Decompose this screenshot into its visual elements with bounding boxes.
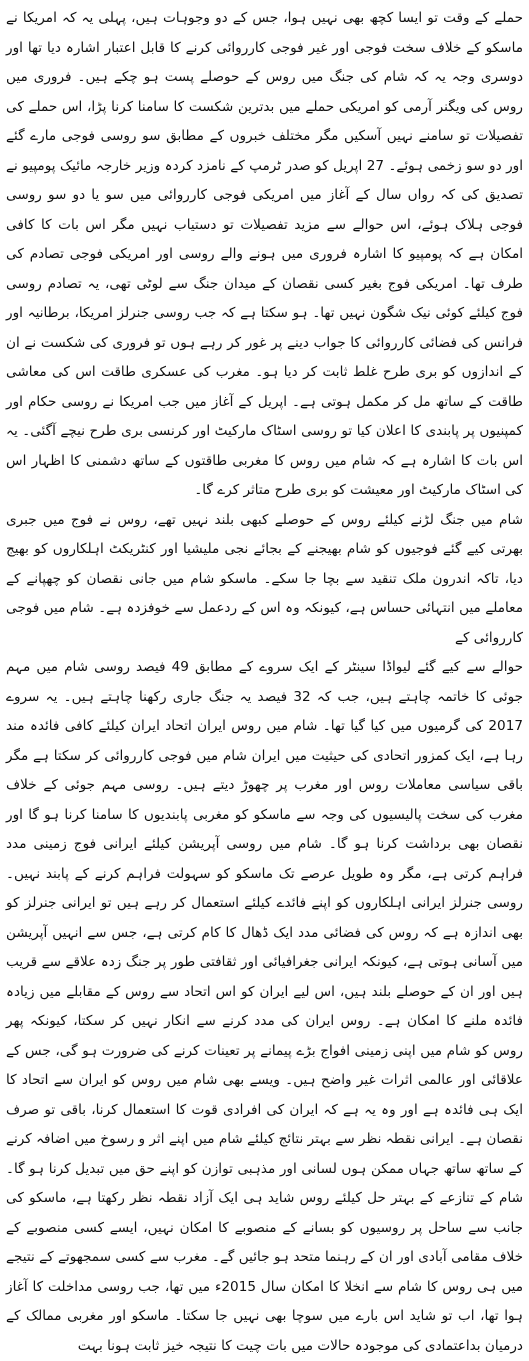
article-paragraph-3: حوالے سے کیے گئے لیواڈا سینٹر کے ایک سروے کے مطابق 49 فیصد روسی شام میں مہم جوئی کا خاتمہ چاہتے ہیں، جب کہ 32 فیصد یہ جنگ جاری رکھنا چاہتے ہیں۔ یہ سروے 2017 کی گرمیوں میں کیا گیا تھا۔ شام میں روس ایران اتحاد ایران کیلئے کافی فائدہ مند رہا ہے، ایک کمزور اتحادی کی حیثیت میں ایران شام میں فوجی کارروائی کر سکتا ہے مگر باقی سیاسی معاملات روس اور مغرب پر چھوڑ دیتے ہیں۔ روسی مہم جوئی کے خلاف مغرب کی سخت پالیسیوں کی وجہ سے ماسکو کو مغربی پابندیوں کا سامنا کرنا ہو گا اور نقصان بھی برداشت کرنا ہو گا۔ شام میں روسی آپریشن کیلئے ایرانی فوج زمینی مدد فراہم کرتی ہے، مگر وہ طویل عرصے تک ماسکو کو سہولت فراہم کرنے کے پابند نہیں۔ روسی جنرلز ایرانی اہلکاروں کو اپنے فائدے کیلئے استعمال کر رہے ہیں تو ایرانی جنرلز کو بھی اندازہ ہے کہ روس کی فضائی مدد ایک ڈھال کا کام کرتی ہے، جس سے انہیں آپریشن میں آسانی ہوتی ہے، کیونکہ ایرانی جغرافیائی اور ثقافتی طور پر جنگ زدہ علاقے سے قریب ہیں اور ان کے حوصلے بلند ہیں، اس لیے ایران کو اس اتحاد سے روس کے مقابلے میں زیادہ فائدہ ملنے کا امکان ہے۔ روس ایران کی مدد کرنے سے انکار نہیں کر سکتا، کیونکہ پھر روس کو شام میں اپنی زمینی افواج بڑے پیمانے پر تعینات کرنے کی ضرورت ہو گی، جس کے علاقائی اور عالمی اثرات غیر واضح ہیں۔ ویسے بھی شام میں روس کو ایران سے اتحاد کا ایک ہی فائدہ ہے اور وہ یہ ہے کہ ایران کی افرادی قوت کا استعمال کرنا، باقی تو صرف نقصان ہے۔ ایرانی نقطہ نظر سے بہتر نتائج کیلئے شام میں اپنے اثر و رسوخ میں اضافہ کرنے کے ساتھ ساتھ جہاں ممکن ہوں لسانی اور مذہبی توازن کو اپنے حق میں تبدیل کرنا ہو گا۔ شام کے تنازعے کے بہتر حل کیلئے روس شاید ہی ایک آزاد نقطہ نظر رکھتا ہے، ماسکو کی جانب سے ساحل پر روسیوں کو بسانے کے منصوبے کا امکان نہیں، ایسے کسی منصوبے کے خلاف مقامی آبادی اور ان کے رہنما متحد ہو جائیں گے۔ مغرب سے کسی سمجھوتے کے نتیجے میں ہی روس کا شام سے انخلا کا امکان سال 2015ء میں تھا، جب روسی مداخلت کا آغاز ہوا تھا، اب تو شاید اس بارے میں سوچا بھی نہیں جا سکتا۔ ماسکو اور مغربی ممالک کے درمیان بداعتمادی کی موجودہ حالات میں بات چیت کا نتیجہ خیز ثابت ہونا بہت [6,659,524,1354]
article-paragraph-1: حملے کے وقت تو ایسا کچھ بھی نہیں ہوا، جس کے دو وجوہات ہیں، پہلی یہ کہ امریکا نے ماسکو کے خلاف سخت فوجی اور غیر فوجی کارروائی کرنے کا قابل اعتبار اشارہ دیا تھا اور دوسری وجہ یہ کہ شام کی جنگ میں روس کے حوصلے پست ہو چکے ہیں۔ فروری میں روس کی ویگنر آرمی کو امریکی حملے میں بدترین شکست کا سامنا کرنا پڑا، اس حملے کی تفصیلات تو سامنے نہیں آسکیں مگر مختلف خبروں کے مطابق سو روسی فوجی مارے گئے اور دو سو زخمی ہوئے۔ 27 اپریل کو صدر ٹرمپ کے نامزد کردہ وزیر خارجہ مائیک پومپیو نے تصدیق کی کہ رواں سال کے آغاز میں امریکی فوجی کارروائی میں سو یا دو سو روسی فوجی ہلاک ہوئے، اس حوالے سے مزید تفصیلات تو دستیاب نہیں مگر اس بات کا کافی امکان ہے کہ پومپیو کا اشارہ فروری میں ہونے والے روسی اور امریکی فوجی تصادم کی طرف تھا۔ امریکی فوج بغیر کسی نقصان کے میدان جنگ سے لوٹی تھی، یہ تصادم روسی فوج کیلئے کوئی نیک شگون نہیں تھا۔ ہو سکتا ہے کہ جب روسی جنرلز امریکا، برطانیہ اور فرانس کی فضائی کارروائی کا جواب دینے پر غور کر رہے ہوں تو فروری کی شکست نے ان کے اندازوں کو بری طرح غلط ثابت کر دیا ہو۔ مغرب کی عسکری طاقت اس کی معاشی طاقت کے ساتھ مل کر مکمل ہوتی ہے۔ اپریل کے آغاز میں جب امریکا نے روسی حکام اور کمپنیوں پر پابندی کا اعلان کیا تو روسی اسٹاک مارکیٹ اور کرنسی بری طرح نیچے آگئی۔ یہ اس بات کا اشارہ ہے کہ شام میں روس کا مغربی طاقتوں کے ساتھ دشمنی کا اظہار اس کی اسٹاک مارکیٹ اور معیشت کو بری طرح متاثر کرے گا۔ [6,10,523,498]
article-paragraph-2: شام میں جنگ لڑنے کیلئے روس کے حوصلے کبھی بلند نہیں تھے، روس نے فوج میں جبری بھرتی کیے گئے فوجیوں کو شام بھیجنے کے بجائے نجی ملیشیا اور کنٹریکٹ اہلکاروں کو بھیج دیا، تاکہ اندرون ملک تنقید سے بچا جا سکے۔ ماسکو شام میں جانی نقصان کو چھپانے کے معاملے میں انتہائی حساس ہے، کیونکہ وہ اس کے ردعمل سے خوفزدہ ہے۔ شام میں فوجی کارروائی کے [6,511,523,646]
